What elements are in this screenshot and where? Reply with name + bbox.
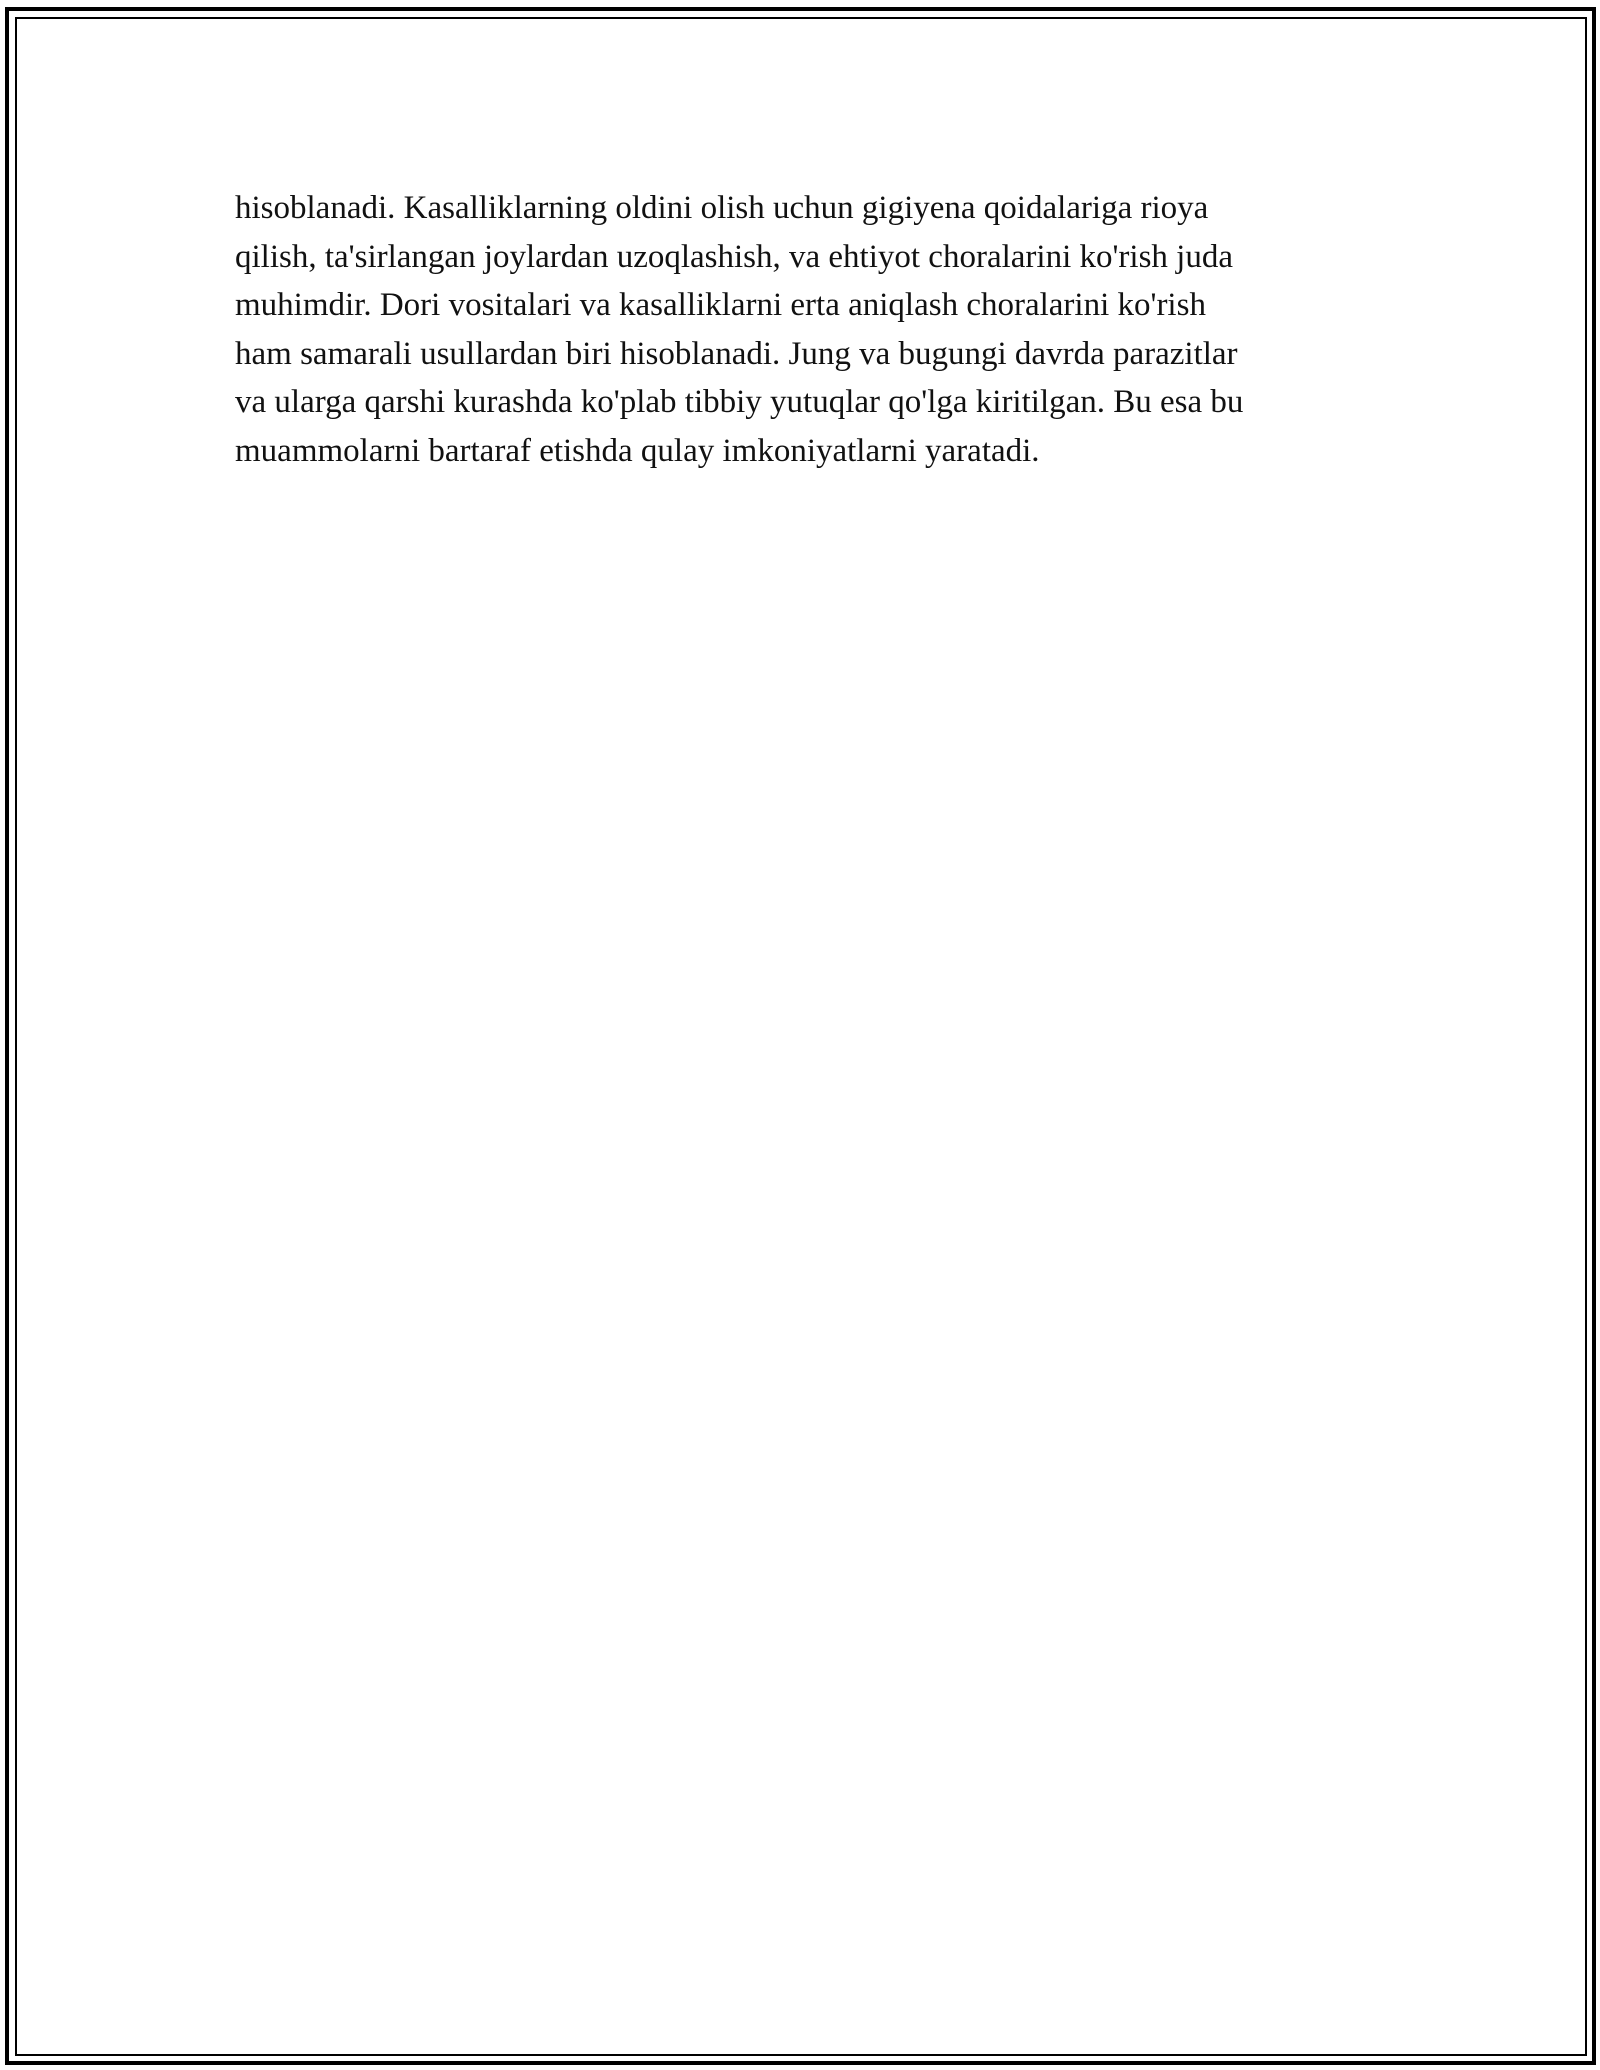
paragraph-line-6: muammolarni bartaraf etishda qulay imkoniyatlarni yaratadi. [235,432,1040,469]
paragraph-line-2: qilish, ta'sirlangan joylardan uzoqlashish, va ehtiyot choralarini ko'rish juda [235,238,1233,275]
paragraph-line-1: hisoblanadi. Kasalliklarning oldini olish uchun gigiyena qoidalariga rioya [235,190,1209,226]
paragraph-line-5: va ularga qarshi kurashda ko'plab tibbiy yutuqlar qo'lga kiritilgan. Bu esa bu [235,384,1244,420]
body-paragraph [235,184,1375,475]
paragraph-line-3: muhimdir. Dori vositalari va kasalliklarni erta aniqlash choralarini ko'rish [235,287,1206,323]
paragraph-line-4: ham samarali usullardan biri hisoblanadi. Jung va bugungi davrda parazitlar [235,335,1238,372]
